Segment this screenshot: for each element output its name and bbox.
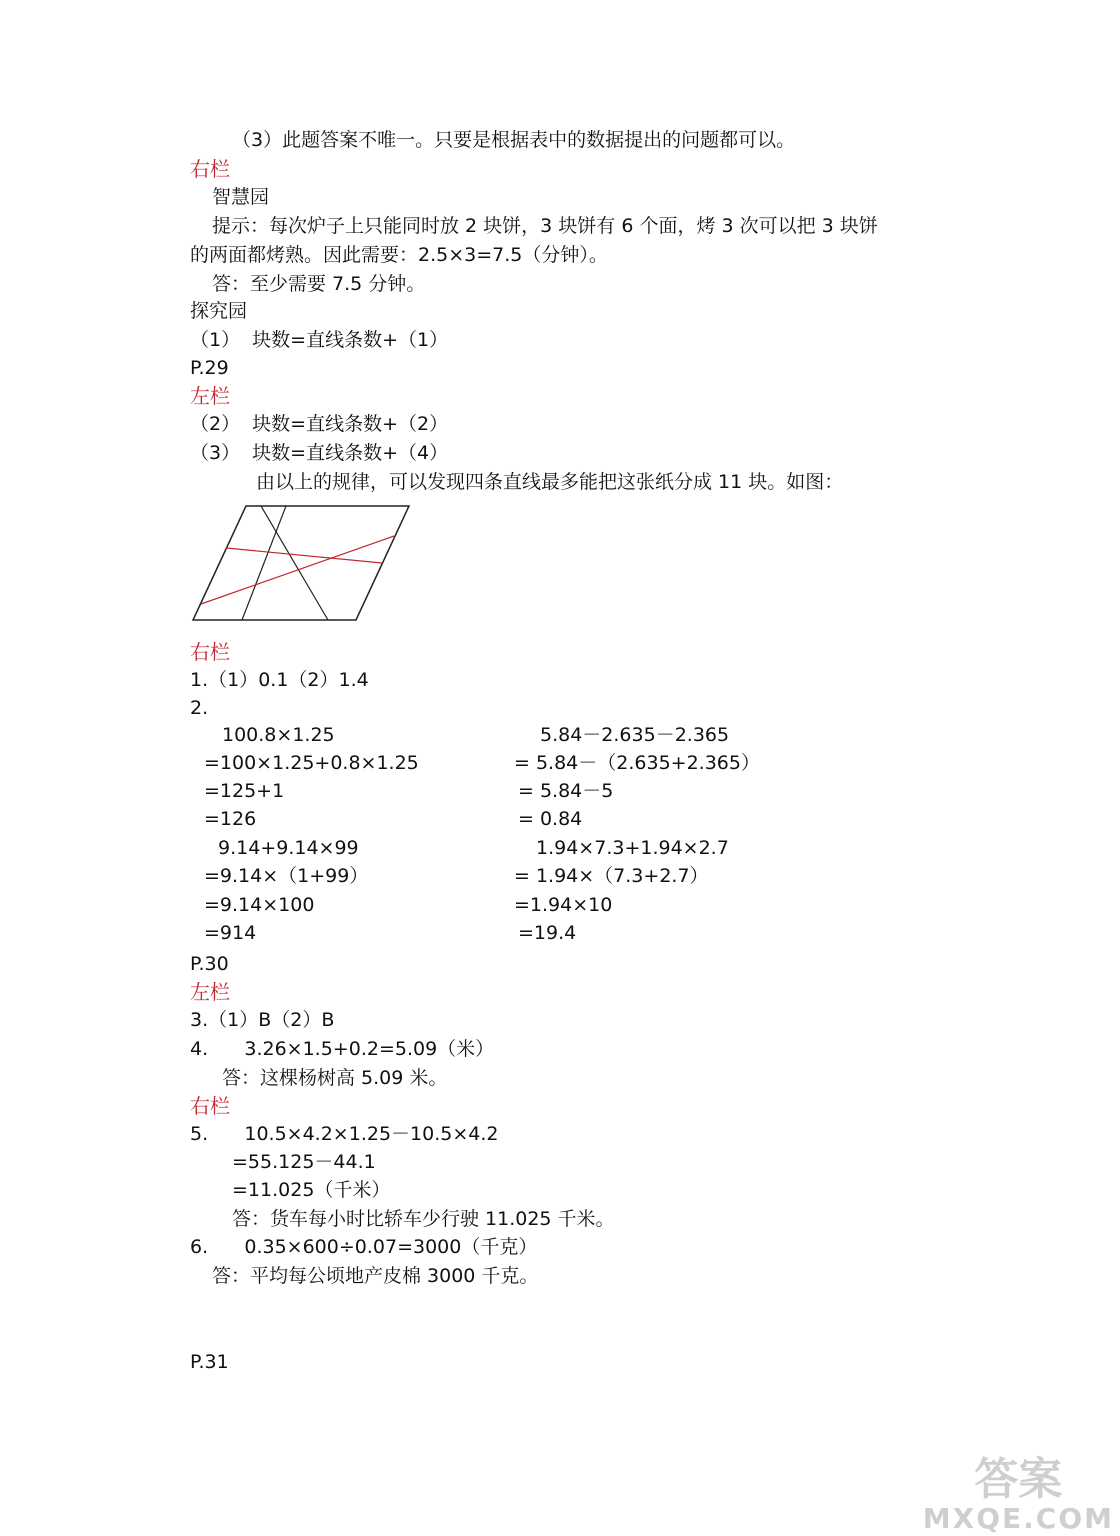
text-line: 6. 0.35×600÷0.07=3000（千克） (190, 1236, 538, 1258)
watermark-bottom-text: MXQE.COM (922, 1502, 1114, 1535)
text-line: = 1.94×（7.3+2.7） (514, 865, 709, 887)
text-line: 的两面都烤熟。因此需要：2.5×3=7.5（分钟）。 (190, 244, 608, 266)
text-line: =11.025（千米） (232, 1179, 391, 1201)
text-line: 答：至少需要 7.5 分钟。 (212, 273, 426, 295)
text-line: = 0.84 (518, 808, 583, 830)
watermark-top-text: 答案 (974, 1454, 1063, 1505)
text-line: =1.94×10 (514, 894, 613, 916)
text-line: 9.14+9.14×99 (218, 837, 359, 859)
text-line: 1.94×7.3+1.94×2.7 (536, 837, 729, 859)
text-line: =125+1 (204, 780, 285, 802)
text-line: =19.4 (518, 922, 577, 944)
column-label: 右栏 (190, 157, 230, 181)
red-line-1 (226, 548, 382, 563)
text-line: 100.8×1.25 (222, 724, 335, 746)
text-line: 答：货车每小时比轿车少行驶 11.025 千米。 (232, 1208, 615, 1230)
text-line: =100×1.25+0.8×1.25 (204, 752, 419, 774)
text-line: 2. (190, 697, 209, 719)
text-line: 由以上的规律，可以发现四条直线最多能把这张纸分成 11 块。如图： (256, 471, 844, 493)
text-line: 4. 3.26×1.5+0.2=5.09（米） (190, 1038, 495, 1060)
black-line-2 (242, 506, 286, 620)
column-label: 右栏 (190, 1094, 230, 1118)
text-line: 提示：每次炉子上只能同时放 2 块饼，3 块饼有 6 个面，烤 3 次可以把 3 块饼 (212, 215, 878, 237)
text-line: =9.14×100 (204, 894, 315, 916)
text-line: 5.84－2.635－2.365 (540, 724, 730, 746)
text-line: =126 (204, 808, 257, 830)
text-line: 1.（1）0.1（2）1.4 (190, 669, 369, 691)
text-line: =914 (204, 922, 257, 944)
parallelogram-figure (188, 500, 418, 625)
text-line: P.30 (190, 953, 229, 975)
text-line: 探究园 (190, 300, 248, 322)
text-line: 答：这棵杨树高 5.09 米。 (222, 1067, 448, 1089)
text-line: （1） 块数=直线条数+（1） (190, 329, 449, 351)
text-line: = 5.84－（2.635+2.365） (514, 752, 760, 774)
watermark-logo (923, 1456, 1114, 1534)
column-label: 右栏 (190, 640, 230, 664)
text-line: （2） 块数=直线条数+（2） (190, 413, 449, 435)
text-line: 5. 10.5×4.2×1.25－10.5×4.2 (190, 1123, 499, 1145)
text-line: =9.14×（1+99） (204, 865, 369, 887)
text-line: 智慧园 (212, 186, 270, 208)
text-line: = 5.84－5 (518, 780, 614, 802)
text-line: P.31 (190, 1351, 229, 1373)
column-label: 左栏 (190, 384, 230, 408)
text-line: （3）此题答案不唯一。只要是根据表中的数据提出的问题都可以。 (232, 129, 796, 151)
red-line-2 (201, 536, 394, 604)
column-label: 左栏 (190, 980, 230, 1004)
text-line: （3） 块数=直线条数+（4） (190, 442, 449, 464)
text-line: =55.125－44.1 (232, 1151, 376, 1173)
text-line: 3.（1）B（2）B (190, 1009, 335, 1031)
text-line: 答：平均每公顷地产皮棉 3000 千克。 (212, 1265, 539, 1287)
text-line: P.29 (190, 357, 229, 379)
